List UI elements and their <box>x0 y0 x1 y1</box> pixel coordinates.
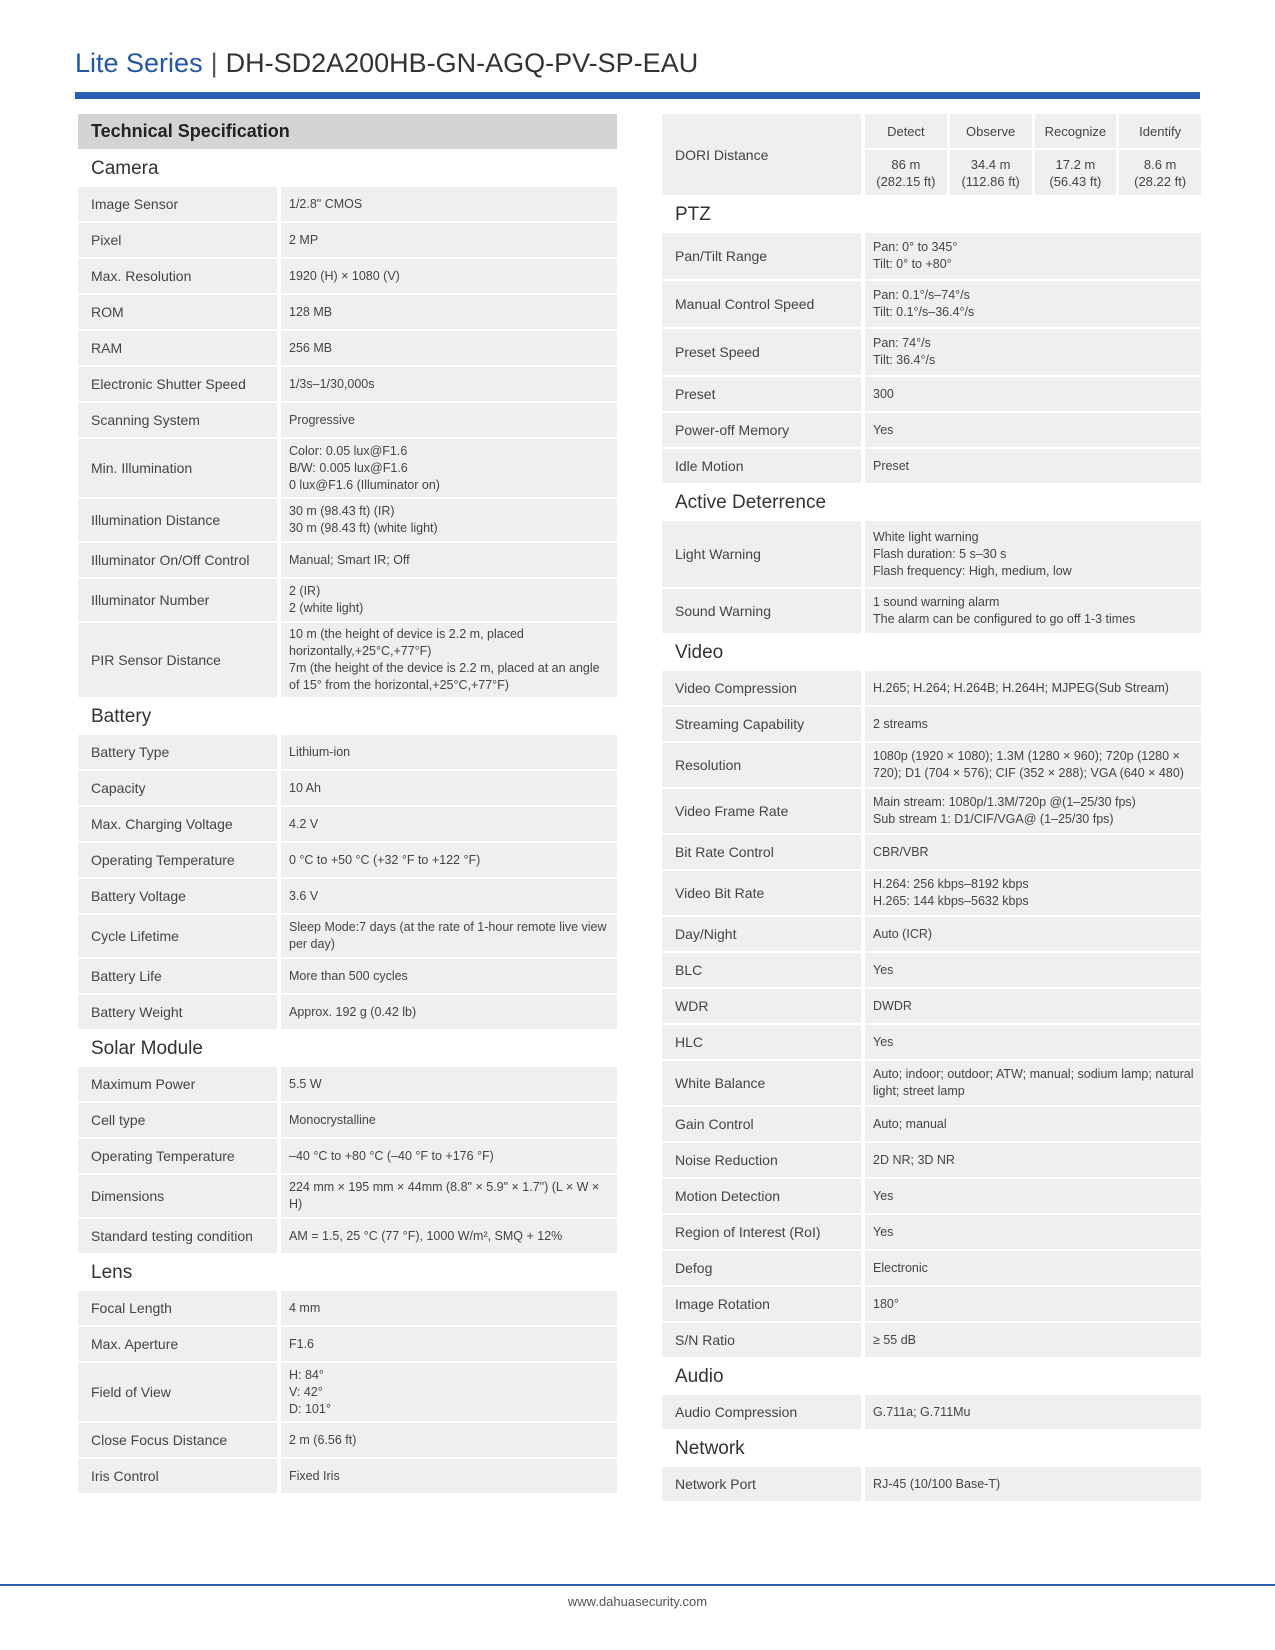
spec-row <box>662 1395 1201 1429</box>
spec-value: 128 MB <box>281 295 617 329</box>
spec-value: 1 sound warning alarm The alarm can be configured to go off 1-3 times <box>865 589 1201 633</box>
spec-row <box>662 871 1201 915</box>
spec-row <box>662 835 1201 869</box>
spec-value: More than 500 cycles <box>281 959 617 993</box>
spec-label: Cell type <box>78 1103 277 1137</box>
spec-row <box>78 331 617 365</box>
spec-label: Idle Motion <box>662 449 861 483</box>
spec-value: Manual; Smart IR; Off <box>281 543 617 577</box>
spec-row <box>78 367 617 401</box>
spec-value: Yes <box>865 953 1201 987</box>
spec-label: Sound Warning <box>662 589 861 633</box>
spec-row <box>662 989 1201 1023</box>
spec-value: G.711a; G.711Mu <box>865 1395 1201 1429</box>
spec-value: Approx. 192 g (0.42 lb) <box>281 995 617 1029</box>
spec-value: H: 84° V: 42° D: 101° <box>281 1363 617 1421</box>
spec-row <box>78 1423 617 1457</box>
active-deterrence-section <box>662 485 1201 633</box>
spec-value: Yes <box>865 413 1201 447</box>
spec-value: 1/3s–1/30,000s <box>281 367 617 401</box>
spec-row <box>78 1103 617 1137</box>
spec-label: Defog <box>662 1251 861 1285</box>
spec-row <box>662 1467 1201 1501</box>
title-rule <box>75 92 1200 99</box>
spec-row <box>78 1067 617 1101</box>
spec-value: Fixed Iris <box>281 1459 617 1493</box>
spec-row <box>78 995 617 1029</box>
spec-row <box>78 735 617 769</box>
spec-value: Yes <box>865 1025 1201 1059</box>
ptz-section <box>662 197 1201 483</box>
spec-value: 10 m (the height of device is 2.2 m, placed horizontally,+25°C,+77°F) 7m (the height of the device is 2.2 m, placed at an angle of 15° from the horizontal,+25°C,+77°F) <box>281 623 617 697</box>
lens-section <box>78 1255 617 1493</box>
spec-row <box>78 1459 617 1493</box>
spec-value: 300 <box>865 377 1201 411</box>
spec-row <box>78 187 617 221</box>
spec-row <box>662 1179 1201 1213</box>
spec-row <box>78 403 617 437</box>
spec-row <box>662 789 1201 833</box>
spec-value: Progressive <box>281 403 617 437</box>
series-name: Lite Series <box>75 48 203 78</box>
audio-section <box>662 1359 1201 1429</box>
spec-row <box>78 1363 617 1421</box>
spec-value: CBR/VBR <box>865 835 1201 869</box>
spec-label: Iris Control <box>78 1459 277 1493</box>
spec-label: Battery Weight <box>78 995 277 1029</box>
spec-row <box>78 771 617 805</box>
spec-label: Standard testing condition <box>78 1219 277 1253</box>
spec-value: 1/2.8" CMOS <box>281 187 617 221</box>
spec-row <box>662 413 1201 447</box>
dori-grid <box>865 114 1201 195</box>
spec-value: 224 mm × 195 mm × 44mm (8.8" × 5.9" × 1.7") (L × W × H) <box>281 1175 617 1217</box>
spec-value: ≥ 55 dB <box>865 1323 1201 1357</box>
spec-label: ROM <box>78 295 277 329</box>
spec-label: Capacity <box>78 771 277 805</box>
spec-value: F1.6 <box>281 1327 617 1361</box>
spec-value: Auto; manual <box>865 1107 1201 1141</box>
spec-row <box>662 329 1201 375</box>
spec-row <box>662 707 1201 741</box>
spec-row <box>78 959 617 993</box>
spec-header: Technical Specification <box>78 114 617 149</box>
spec-label: Bit Rate Control <box>662 835 861 869</box>
battery-section <box>78 699 617 1029</box>
spec-row <box>78 1291 617 1325</box>
spec-value: Lithium-ion <box>281 735 617 769</box>
spec-value: 4 mm <box>281 1291 617 1325</box>
left-column <box>78 114 617 1495</box>
spec-label: Audio Compression <box>662 1395 861 1429</box>
spec-value: 1080p (1920 × 1080); 1.3M (1280 × 960); 720p (1280 × 720); D1 (704 × 576); CIF (352 × 288); VGA (640 × 480) <box>865 743 1201 787</box>
spec-value: Pan: 0.1°/s–74°/s Tilt: 0.1°/s–36.4°/s <box>865 281 1201 327</box>
spec-value: Sleep Mode:7 days (at the rate of 1-hour remote live view per day) <box>281 915 617 957</box>
spec-row <box>78 295 617 329</box>
spec-row <box>662 671 1201 705</box>
spec-label: Operating Temperature <box>78 843 277 877</box>
spec-value: AM = 1.5, 25 °C (77 °F), 1000 W/m², SMQ + 12% <box>281 1219 617 1253</box>
spec-row <box>78 1327 617 1361</box>
dori-header: Observe <box>950 114 1032 148</box>
dori-header: Detect <box>865 114 947 148</box>
spec-label: Region of Interest (RoI) <box>662 1215 861 1249</box>
spec-label: Video Compression <box>662 671 861 705</box>
spec-row <box>662 1251 1201 1285</box>
spec-value: Auto (ICR) <box>865 917 1201 951</box>
spec-row <box>662 917 1201 951</box>
spec-value: RJ-45 (10/100 Base-T) <box>865 1467 1201 1501</box>
spec-value: 2 MP <box>281 223 617 257</box>
footer-url[interactable]: www.dahuasecurity.com <box>567 1594 708 1609</box>
spec-label: WDR <box>662 989 861 1023</box>
spec-row <box>662 1025 1201 1059</box>
spec-row <box>662 1143 1201 1177</box>
spec-value: –40 °C to +80 °C (–40 °F to +176 °F) <box>281 1139 617 1173</box>
camera-section <box>78 151 617 697</box>
spec-label: Manual Control Speed <box>662 281 861 327</box>
spec-value: Electronic <box>865 1251 1201 1285</box>
spec-label: Illumination Distance <box>78 499 277 541</box>
spec-row <box>78 259 617 293</box>
spec-row <box>78 439 617 497</box>
spec-label: Motion Detection <box>662 1179 861 1213</box>
spec-label: Scanning System <box>78 403 277 437</box>
spec-value: 1920 (H) × 1080 (V) <box>281 259 617 293</box>
spec-row <box>662 233 1201 279</box>
spec-label: Close Focus Distance <box>78 1423 277 1457</box>
spec-row <box>662 449 1201 483</box>
spec-label: Illuminator Number <box>78 579 277 621</box>
spec-value: White light warning Flash duration: 5 s–30 s Flash frequency: High, medium, low <box>865 521 1201 587</box>
spec-row <box>662 1287 1201 1321</box>
spec-value: 5.5 W <box>281 1067 617 1101</box>
section-title: Audio <box>675 1366 724 1387</box>
spec-value: 2 m (6.56 ft) <box>281 1423 617 1457</box>
spec-label: RAM <box>78 331 277 365</box>
spec-value: Monocrystalline <box>281 1103 617 1137</box>
spec-row <box>78 843 617 877</box>
spec-value: Yes <box>865 1179 1201 1213</box>
spec-value: DWDR <box>865 989 1201 1023</box>
spec-label: Light Warning <box>662 521 861 587</box>
dori-header: Recognize <box>1035 114 1117 148</box>
right-column <box>662 114 1201 1503</box>
spec-label: Electronic Shutter Speed <box>78 367 277 401</box>
spec-label: Illuminator On/Off Control <box>78 543 277 577</box>
spec-label: Day/Night <box>662 917 861 951</box>
dori-distance-row <box>662 114 1201 195</box>
section-title: Camera <box>91 158 159 179</box>
dori-column <box>950 114 1032 195</box>
spec-label: Battery Life <box>78 959 277 993</box>
dori-column <box>1035 114 1117 195</box>
page-title <box>75 48 698 79</box>
spec-label: Dimensions <box>78 1175 277 1217</box>
spec-row <box>662 521 1201 587</box>
spec-row <box>78 915 617 957</box>
spec-row <box>662 743 1201 787</box>
spec-row <box>78 1139 617 1173</box>
spec-label: Max. Charging Voltage <box>78 807 277 841</box>
spec-label: Min. Illumination <box>78 439 277 497</box>
dori-value: 86 m (282.15 ft) <box>865 150 947 195</box>
section-title: Battery <box>91 706 152 727</box>
spec-label: Network Port <box>662 1467 861 1501</box>
section-title: Lens <box>91 1262 133 1283</box>
spec-label: DORI Distance <box>662 114 861 195</box>
spec-label: BLC <box>662 953 861 987</box>
dori-value: 8.6 m (28.22 ft) <box>1119 150 1201 195</box>
spec-value: 3.6 V <box>281 879 617 913</box>
spec-value: 2D NR; 3D NR <box>865 1143 1201 1177</box>
spec-label: Preset <box>662 377 861 411</box>
spec-label: Gain Control <box>662 1107 861 1141</box>
spec-value: Yes <box>865 1215 1201 1249</box>
spec-label: Image Sensor <box>78 187 277 221</box>
spec-row <box>662 1323 1201 1357</box>
spec-label: Maximum Power <box>78 1067 277 1101</box>
section-title: Network <box>675 1438 745 1459</box>
spec-value: 180° <box>865 1287 1201 1321</box>
section-title: Video <box>675 642 724 663</box>
spec-row <box>662 589 1201 633</box>
spec-value: Color: 0.05 lux@F1.6 B/W: 0.005 lux@F1.6 0 lux@F1.6 (Illuminator on) <box>281 439 617 497</box>
spec-label: Max. Aperture <box>78 1327 277 1361</box>
dori-column <box>865 114 947 195</box>
spec-row <box>662 377 1201 411</box>
spec-label: Power-off Memory <box>662 413 861 447</box>
spec-label: Operating Temperature <box>78 1139 277 1173</box>
dori-value: 34.4 m (112.86 ft) <box>950 150 1032 195</box>
section-title: Solar Module <box>91 1038 203 1059</box>
spec-label: HLC <box>662 1025 861 1059</box>
footer-rule <box>0 1584 1275 1586</box>
title-separator: | <box>210 48 218 78</box>
video-section <box>662 635 1201 1357</box>
spec-row <box>78 879 617 913</box>
spec-value: 10 Ah <box>281 771 617 805</box>
section-title: Active Deterrence <box>675 492 827 513</box>
spec-value: Preset <box>865 449 1201 483</box>
spec-label: Image Rotation <box>662 1287 861 1321</box>
spec-value: 4.2 V <box>281 807 617 841</box>
spec-label: Battery Type <box>78 735 277 769</box>
spec-label: Resolution <box>662 743 861 787</box>
spec-label: Pan/Tilt Range <box>662 233 861 279</box>
dori-header: Identify <box>1119 114 1201 148</box>
spec-value: Pan: 74°/s Tilt: 36.4°/s <box>865 329 1201 375</box>
spec-row <box>662 1061 1201 1105</box>
spec-label: Max. Resolution <box>78 259 277 293</box>
spec-label: Cycle Lifetime <box>78 915 277 957</box>
spec-row <box>78 543 617 577</box>
spec-label: Noise Reduction <box>662 1143 861 1177</box>
spec-value: 256 MB <box>281 331 617 365</box>
spec-label: Focal Length <box>78 1291 277 1325</box>
spec-label: Streaming Capability <box>662 707 861 741</box>
spec-value: 30 m (98.43 ft) (IR) 30 m (98.43 ft) (white light) <box>281 499 617 541</box>
dori-value: 17.2 m (56.43 ft) <box>1035 150 1117 195</box>
spec-label: White Balance <box>662 1061 861 1105</box>
spec-value: Main stream: 1080p/1.3M/720p @(1–25/30 fps) Sub stream 1: D1/CIF/VGA@ (1–25/30 fps) <box>865 789 1201 833</box>
spec-value: H.264: 256 kbps–8192 kbps H.265: 144 kbps–5632 kbps <box>865 871 1201 915</box>
section-title: PTZ <box>675 204 711 225</box>
spec-value: 2 (IR) 2 (white light) <box>281 579 617 621</box>
spec-row <box>662 1107 1201 1141</box>
spec-label: Battery Voltage <box>78 879 277 913</box>
solar-section <box>78 1031 617 1253</box>
spec-value: Pan: 0° to 345° Tilt: 0° to +80° <box>865 233 1201 279</box>
spec-row <box>78 1175 617 1217</box>
spec-label: Pixel <box>78 223 277 257</box>
spec-label: Video Frame Rate <box>662 789 861 833</box>
spec-row <box>78 807 617 841</box>
spec-value: Auto; indoor; outdoor; ATW; manual; sodium lamp; natural light; street lamp <box>865 1061 1201 1105</box>
spec-row <box>78 223 617 257</box>
dori-column <box>1119 114 1201 195</box>
spec-row <box>662 953 1201 987</box>
spec-row <box>662 1215 1201 1249</box>
model-number: DH-SD2A200HB-GN-AGQ-PV-SP-EAU <box>225 48 699 78</box>
spec-row <box>78 623 617 697</box>
spec-row <box>78 499 617 541</box>
spec-label: PIR Sensor Distance <box>78 623 277 697</box>
spec-row <box>78 579 617 621</box>
spec-row <box>78 1219 617 1253</box>
spec-value: H.265; H.264; H.264B; H.264H; MJPEG(Sub Stream) <box>865 671 1201 705</box>
network-section <box>662 1431 1201 1501</box>
spec-label: Field of View <box>78 1363 277 1421</box>
spec-label: Preset Speed <box>662 329 861 375</box>
spec-value: 0 °C to +50 °C (+32 °F to +122 °F) <box>281 843 617 877</box>
spec-label: Video Bit Rate <box>662 871 861 915</box>
spec-label: S/N Ratio <box>662 1323 861 1357</box>
spec-value: 2 streams <box>865 707 1201 741</box>
spec-row <box>662 281 1201 327</box>
